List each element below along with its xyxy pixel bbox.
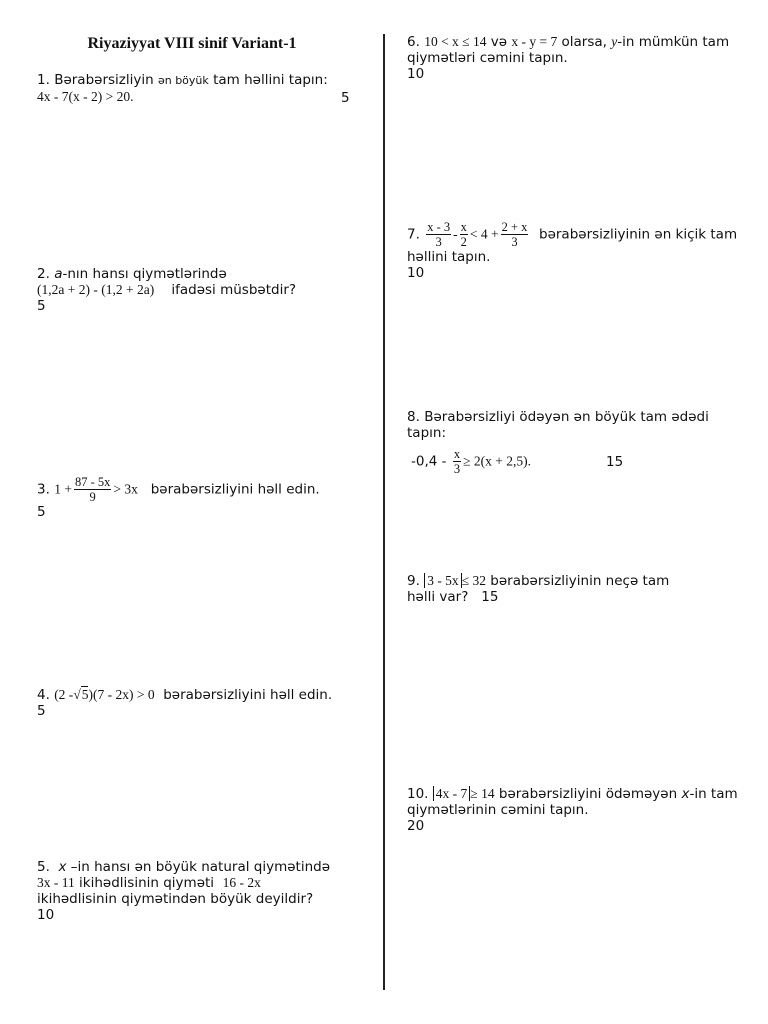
question-text: bərabərsizliyini ödəməyən: [498, 786, 678, 802]
math-variable: y: [611, 34, 618, 49]
question-text: bərabərsizliyinin neçə tam: [490, 573, 670, 589]
question-number: 3.: [37, 481, 50, 498]
question-10: [407, 786, 742, 834]
question-points: 10: [407, 265, 425, 281]
question-number: 9.: [407, 573, 420, 589]
question-text: ikihədlisinin qiymətindən böyük deyildir?: [37, 891, 314, 907]
question-number: 8.: [407, 409, 420, 425]
math-sqrt: 5: [81, 687, 89, 702]
question-points: 15: [606, 454, 624, 470]
math-expression: 4x - 7(x - 2) > 20: [37, 89, 131, 104]
math-variable: x: [681, 786, 690, 802]
question-text: tam həllini tapın:: [213, 72, 328, 88]
question-text: –in hansı ən böyük natural qiymətində: [70, 859, 331, 875]
math-expression: -0,4 -: [411, 453, 447, 470]
question-text-small: ən böyük: [157, 74, 209, 87]
question-7: 7. $\frac{x - 3}{3}$ - $\frac{x}{2}$ < 4 + $\frac{2 + x}{3}$ bərabərsizliyinin ən kiçik tam həllini tapın. 10: [407, 220, 738, 281]
math-absolute: 4x - 7: [433, 786, 471, 801]
question-text: -nın hansı qiymətlərində: [62, 266, 227, 282]
question-text: ifadəsi müsbətdir?: [171, 282, 297, 298]
question-1: 1. Bərabərsizliyin ən böyük tam həllini tapın: 4x - 7(x - 2) > 20. 5: [37, 72, 350, 106]
question-text: bərabərsizliyini həll edin.: [163, 687, 333, 703]
math-fraction: $\frac{x}{3}$: [453, 447, 461, 476]
question-text: və: [490, 34, 508, 50]
math-fraction: $\frac{x}{2}$: [460, 220, 467, 249]
question-number: 4.: [37, 687, 50, 703]
math-fraction: $\frac{x - 3}{3}$: [427, 220, 451, 249]
question-points: 20: [407, 818, 425, 834]
question-text: -in mümkün tam qiymətləri cəmini tapın.: [407, 34, 730, 66]
question-points: 5: [37, 504, 46, 520]
question-3: [37, 475, 357, 520]
question-points: 10: [407, 66, 425, 82]
question-points: 5: [37, 703, 46, 719]
question-number: 6.: [407, 34, 420, 50]
math-line: -0,4 - $\frac{x}{3}$ ≥ 2(x + 2,5). 15: [411, 447, 624, 476]
math-expression: ≥ 2(x + 2,5): [463, 453, 528, 469]
question-text: ikihədlisinin qiyməti: [79, 875, 215, 891]
sqrt-symbol: √: [73, 687, 81, 702]
question-points: 10: [37, 907, 55, 923]
question-text: Bərabərsizliyin: [54, 72, 154, 88]
math-expression: ≤ 32: [461, 573, 486, 588]
math-absolute: 3 - 5x: [424, 573, 462, 588]
question-2: [37, 266, 357, 314]
question-6: [407, 34, 742, 82]
question-number: 7.: [407, 226, 420, 243]
question-9: [407, 573, 742, 605]
question-text: olarsa,: [561, 34, 607, 50]
question-text: -in tam qiymətlərinin cəmini tapın.: [407, 786, 738, 818]
math-fraction: $\frac{2 + x}{3}$: [501, 220, 528, 249]
math-expression: 10 < x ≤ 14: [424, 34, 487, 49]
question-number: 1.: [37, 72, 50, 88]
question-text: Bərabərsizliyi ödəyən ən böyük tam ədədi tapın:: [407, 409, 709, 441]
question-number: 2.: [37, 266, 50, 282]
math-fraction: $\frac{87 - 5x}{9}$: [74, 475, 111, 504]
math-expression: )(7 - 2x) > 0: [88, 687, 155, 702]
math-variable: x: [58, 859, 67, 875]
question-8: [407, 409, 742, 476]
column-divider: [383, 34, 385, 990]
math-variable: a: [54, 266, 63, 282]
math-expression: 1 +: [54, 481, 72, 497]
question-text: həlli var?: [407, 589, 469, 605]
math-expression: 3x - 11: [37, 875, 75, 890]
math-expression: (1,2a + 2) - (1,2 + 2a): [37, 282, 155, 297]
question-points: 5: [37, 298, 46, 314]
question-points: 5: [341, 90, 350, 106]
question-number: 10.: [407, 786, 429, 802]
question-number: 5.: [37, 859, 50, 875]
page-title: Riyaziyyat VIII sinif Variant-1: [87, 35, 297, 52]
question-points: 15: [481, 589, 499, 605]
math-expression: 16 - 2x: [222, 875, 261, 890]
question-text: bərabərsizliyini həll edin.: [150, 481, 320, 498]
math-expression: x - y = 7: [511, 34, 558, 49]
question-4: [37, 687, 357, 719]
question-5: [37, 859, 357, 923]
math-expression: ≥ 14: [470, 786, 495, 801]
math-expression: (2 -: [54, 687, 74, 702]
math-expression: > 3x: [113, 481, 138, 497]
question-text: bərabərsizliyinin ən kiçik tam həllini tapın.: [407, 226, 738, 265]
